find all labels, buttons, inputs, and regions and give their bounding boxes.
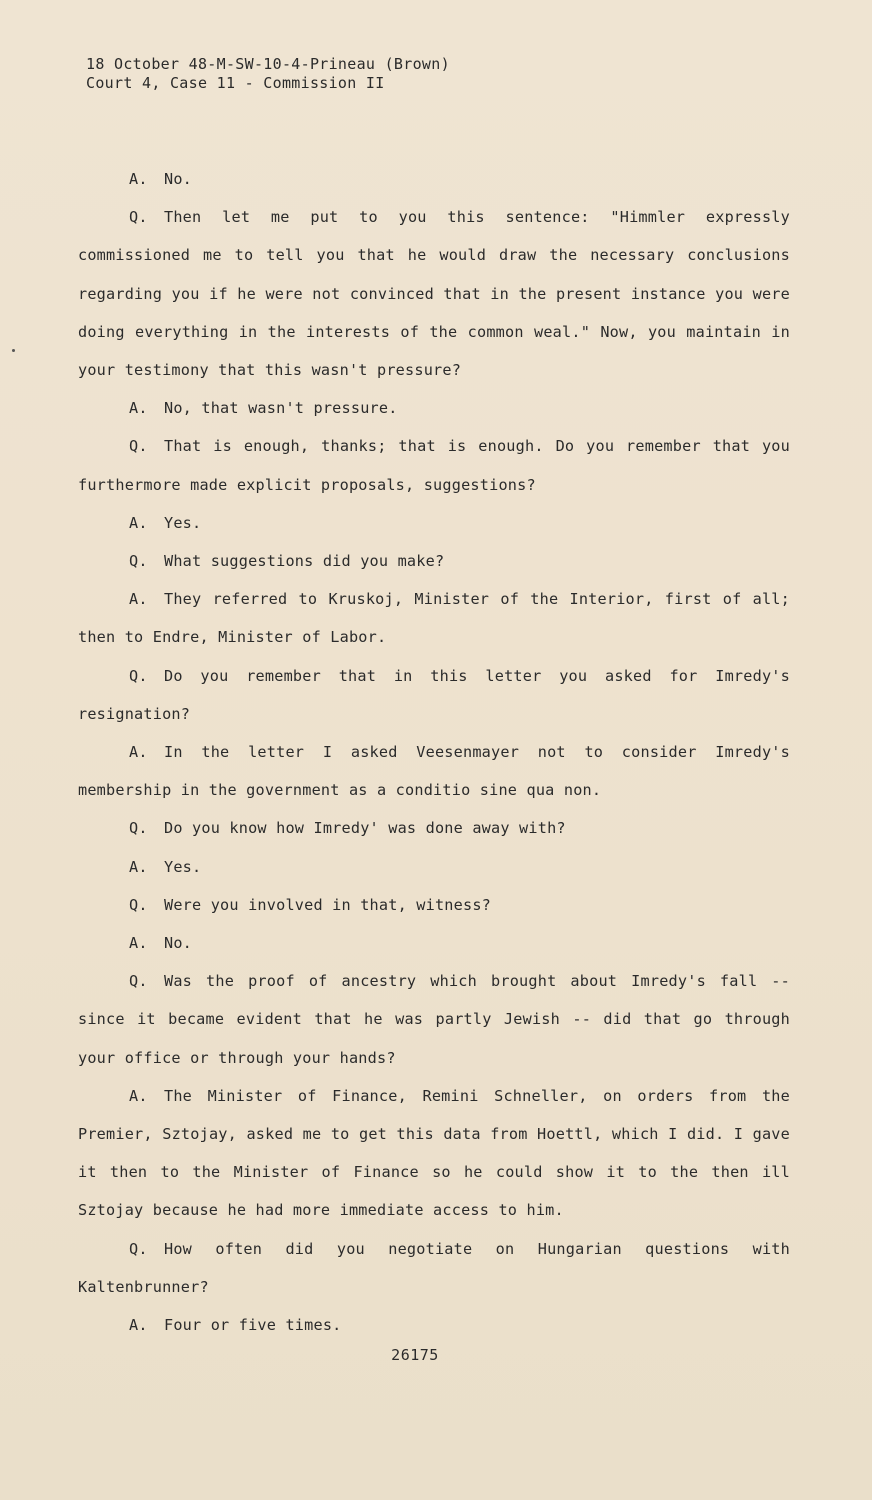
- speaker-label: A.: [129, 743, 148, 762]
- transcript-entry: [78, 427, 790, 503]
- margin-mark: [12, 349, 15, 352]
- speaker-label: A.: [129, 934, 148, 953]
- header-line-2: Court 4, Case 11 - Commission II: [86, 74, 385, 92]
- transcript-entry: [78, 1306, 790, 1344]
- transcript-entry: [78, 848, 790, 886]
- entry-text: Yes.: [164, 857, 202, 876]
- transcript-entry: [78, 733, 790, 809]
- speaker-label: Q.: [129, 895, 148, 914]
- entry-text: What suggestions did you make?: [164, 552, 445, 571]
- speaker-label: A.: [129, 1316, 148, 1335]
- speaker-label: Q.: [129, 1239, 148, 1258]
- transcript-entry: [78, 657, 790, 733]
- entry-text: Then let me put to you this sentence: "Himmler expressly commissioned me to tell you that he would draw the necessary conclusions regarding you if he were not convinced that in the present instance you were doing everything in the interests of the common weal." Now, you maintain in your testimony that this wasn't pressure?: [78, 208, 790, 380]
- entry-text: How often did you negotiate on Hungarian questions with Kaltenbrunner?: [78, 1239, 790, 1296]
- transcript-body: [78, 160, 790, 1344]
- transcript-entry: [78, 809, 790, 847]
- speaker-label: Q.: [129, 208, 148, 227]
- document-header: [86, 55, 450, 93]
- speaker-label: A.: [129, 1086, 148, 1105]
- transcript-entry: [78, 1077, 790, 1230]
- entry-text: Yes.: [164, 513, 202, 532]
- transcript-entry: [78, 886, 790, 924]
- entry-text: That is enough, thanks; that is enough. Do you remember that you furthermore made explicit proposals, suggestions?: [78, 437, 790, 494]
- entry-text: No.: [164, 170, 193, 188]
- entry-text: No, that wasn't pressure.: [164, 399, 398, 418]
- transcript-entry: [78, 580, 790, 656]
- transcript-entry: [78, 160, 790, 198]
- page-number: 26175: [391, 1346, 439, 1364]
- entry-text: Do you remember that in this letter you asked for Imredy's resignation?: [78, 666, 790, 723]
- entry-text: They referred to Kruskoj, Minister of the Interior, first of all; then to Endre, Minister of Labor.: [78, 590, 790, 647]
- transcript-entry: [78, 389, 790, 427]
- transcript-entry: [78, 924, 790, 962]
- entry-text: Four or five times.: [164, 1316, 342, 1335]
- speaker-label: Q.: [129, 819, 148, 838]
- entry-text: The Minister of Finance, Remini Schneller, on orders from the Premier, Sztojay, asked me to get this data from Hoettl, which I did. I gave it then to the Minister of Finance so he could show it to the then ill Sztojay because he had more immediate access to him.: [78, 1086, 790, 1220]
- speaker-label: A.: [129, 857, 148, 876]
- header-line-1: 18 October 48-M-SW-10-4-Prineau (Brown): [86, 55, 450, 73]
- speaker-label: A.: [129, 513, 148, 532]
- transcript-entry: [78, 198, 790, 389]
- entry-text: Were you involved in that, witness?: [164, 895, 492, 914]
- speaker-label: A.: [129, 170, 148, 188]
- speaker-label: Q.: [129, 972, 148, 991]
- entry-text: Was the proof of ancestry which brought about Imredy's fall -- since it became evident that he was partly Jewish -- did that go through your office or through your hands?: [78, 972, 790, 1067]
- speaker-label: A.: [129, 399, 148, 418]
- speaker-label: Q.: [129, 552, 148, 571]
- speaker-label: A.: [129, 590, 148, 609]
- transcript-entry: [78, 504, 790, 542]
- transcript-entry: [78, 542, 790, 580]
- speaker-label: Q.: [129, 437, 148, 456]
- speaker-label: Q.: [129, 666, 148, 685]
- entry-text: In the letter I asked Veesenmayer not to consider Imredy's membership in the government as a conditio sine qua non.: [78, 743, 790, 800]
- transcript-entry: [78, 1230, 790, 1306]
- transcript-entry: [78, 962, 790, 1077]
- entry-text: Do you know how Imredy' was done away with?: [164, 819, 566, 838]
- entry-text: No.: [164, 934, 193, 953]
